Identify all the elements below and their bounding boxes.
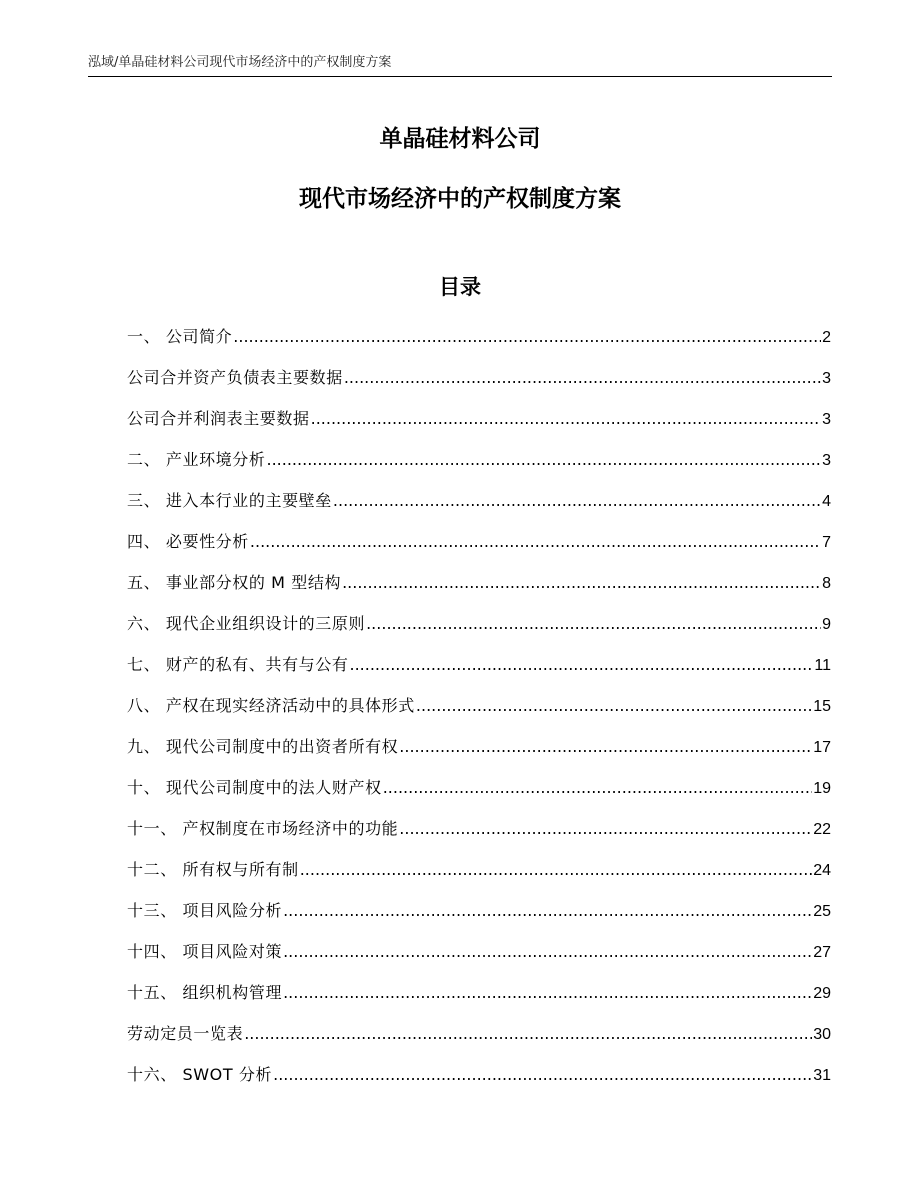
toc-entry-label: 十五、 组织机构管理 <box>127 983 283 1002</box>
toc-entry-page: 17 <box>813 739 831 756</box>
running-header: 泓域/单晶硅材料公司现代市场经济中的产权制度方案 <box>88 55 392 70</box>
toc-entry-page: 3 <box>822 370 831 387</box>
document-title-line-1: 单晶硅材料公司 <box>379 126 541 152</box>
toc-entry-label: 十、 现代公司制度中的法人财产权 <box>127 778 382 797</box>
toc-entry[interactable] <box>127 570 831 611</box>
toc-entry[interactable] <box>127 939 831 980</box>
toc-dot-leader <box>416 693 812 719</box>
toc-entry-page: 19 <box>813 780 831 797</box>
toc-entry[interactable] <box>127 365 831 406</box>
toc-entry-page: 3 <box>822 411 831 428</box>
toc-entry[interactable] <box>127 898 831 939</box>
toc-dot-leader <box>233 324 821 350</box>
toc-dot-leader <box>350 652 814 678</box>
toc-dot-leader <box>399 816 812 842</box>
toc-entry-page: 9 <box>822 616 831 633</box>
toc-dot-leader <box>342 570 821 596</box>
toc-dot-leader <box>366 611 821 637</box>
toc-entry-label: 七、 财产的私有、共有与公有 <box>127 655 349 674</box>
toc-dot-leader <box>333 488 821 514</box>
toc-entry[interactable] <box>127 488 831 529</box>
toc-entry-label: 二、 产业环境分析 <box>127 450 266 469</box>
toc-entry-page: 2 <box>822 329 831 346</box>
toc-entry-label: 三、 进入本行业的主要壁垒 <box>127 491 332 510</box>
toc-dot-leader <box>244 1021 812 1047</box>
toc-entry-label: 十二、 所有权与所有制 <box>127 860 299 879</box>
toc-entry[interactable] <box>127 693 831 734</box>
toc-entry-page: 29 <box>813 985 831 1002</box>
toc-entry[interactable] <box>127 857 831 898</box>
toc-entry-label: 劳动定员一览表 <box>127 1024 244 1043</box>
toc-dot-leader <box>300 857 813 883</box>
toc-dot-leader <box>399 734 812 760</box>
toc-entry-page: 4 <box>822 493 831 510</box>
toc-entry-page: 3 <box>822 452 831 469</box>
toc-entry-label: 六、 现代企业组织设计的三原则 <box>127 614 366 633</box>
toc-dot-leader <box>383 775 813 801</box>
toc-entry[interactable] <box>127 816 831 857</box>
toc-entry-page: 27 <box>813 944 831 961</box>
toc-entry[interactable] <box>127 980 831 1021</box>
toc-entry[interactable] <box>127 406 831 447</box>
toc-entry-label: 八、 产权在现实经济活动中的具体形式 <box>127 696 415 715</box>
toc-dot-leader <box>250 529 821 555</box>
toc-entry-label: 十三、 项目风险分析 <box>127 901 283 920</box>
toc-dot-leader <box>283 980 812 1006</box>
toc-entry[interactable] <box>127 775 831 816</box>
toc-entry-label: 公司合并资产负债表主要数据 <box>127 368 343 387</box>
toc-entry[interactable] <box>127 529 831 570</box>
toc-entry[interactable] <box>127 611 831 652</box>
toc-dot-leader <box>283 898 812 924</box>
toc-entry-page: 25 <box>813 903 831 920</box>
toc-entry[interactable] <box>127 1021 831 1062</box>
toc-entry-label: 四、 必要性分析 <box>127 532 249 551</box>
toc-entry[interactable] <box>127 447 831 488</box>
toc-entry[interactable] <box>127 652 831 693</box>
toc-entry-page: 7 <box>822 534 831 551</box>
toc-entry-label: 十四、 项目风险对策 <box>127 942 283 961</box>
toc-entry-page: 30 <box>813 1026 831 1043</box>
toc-dot-leader <box>273 1062 812 1088</box>
toc-dot-leader <box>311 406 821 432</box>
header-divider <box>88 76 832 77</box>
table-of-contents <box>127 324 831 1103</box>
toc-dot-leader <box>283 939 812 965</box>
toc-entry-label: 一、 公司简介 <box>127 327 233 346</box>
toc-heading: 目录 <box>439 275 481 299</box>
toc-entry-page: 22 <box>813 821 831 838</box>
toc-entry[interactable] <box>127 324 831 365</box>
toc-entry-label: 九、 现代公司制度中的出资者所有权 <box>127 737 399 756</box>
document-title-line-2: 现代市场经济中的产权制度方案 <box>299 186 621 212</box>
toc-entry[interactable] <box>127 734 831 775</box>
toc-entry[interactable] <box>127 1062 831 1103</box>
toc-entry-page: 24 <box>813 862 831 879</box>
toc-entry-label: 十一、 产权制度在市场经济中的功能 <box>127 819 399 838</box>
toc-entry-label: 公司合并利润表主要数据 <box>127 409 310 428</box>
toc-entry-page: 8 <box>822 575 831 592</box>
toc-entry-label: 五、 事业部分权的 M 型结构 <box>127 573 342 592</box>
toc-entry-page: 31 <box>813 1067 831 1084</box>
toc-entry-label: 十六、 SWOT 分析 <box>127 1065 273 1084</box>
toc-dot-leader <box>267 447 822 473</box>
toc-dot-leader <box>344 365 821 391</box>
toc-entry-page: 11 <box>814 657 831 674</box>
toc-entry-page: 15 <box>813 698 831 715</box>
